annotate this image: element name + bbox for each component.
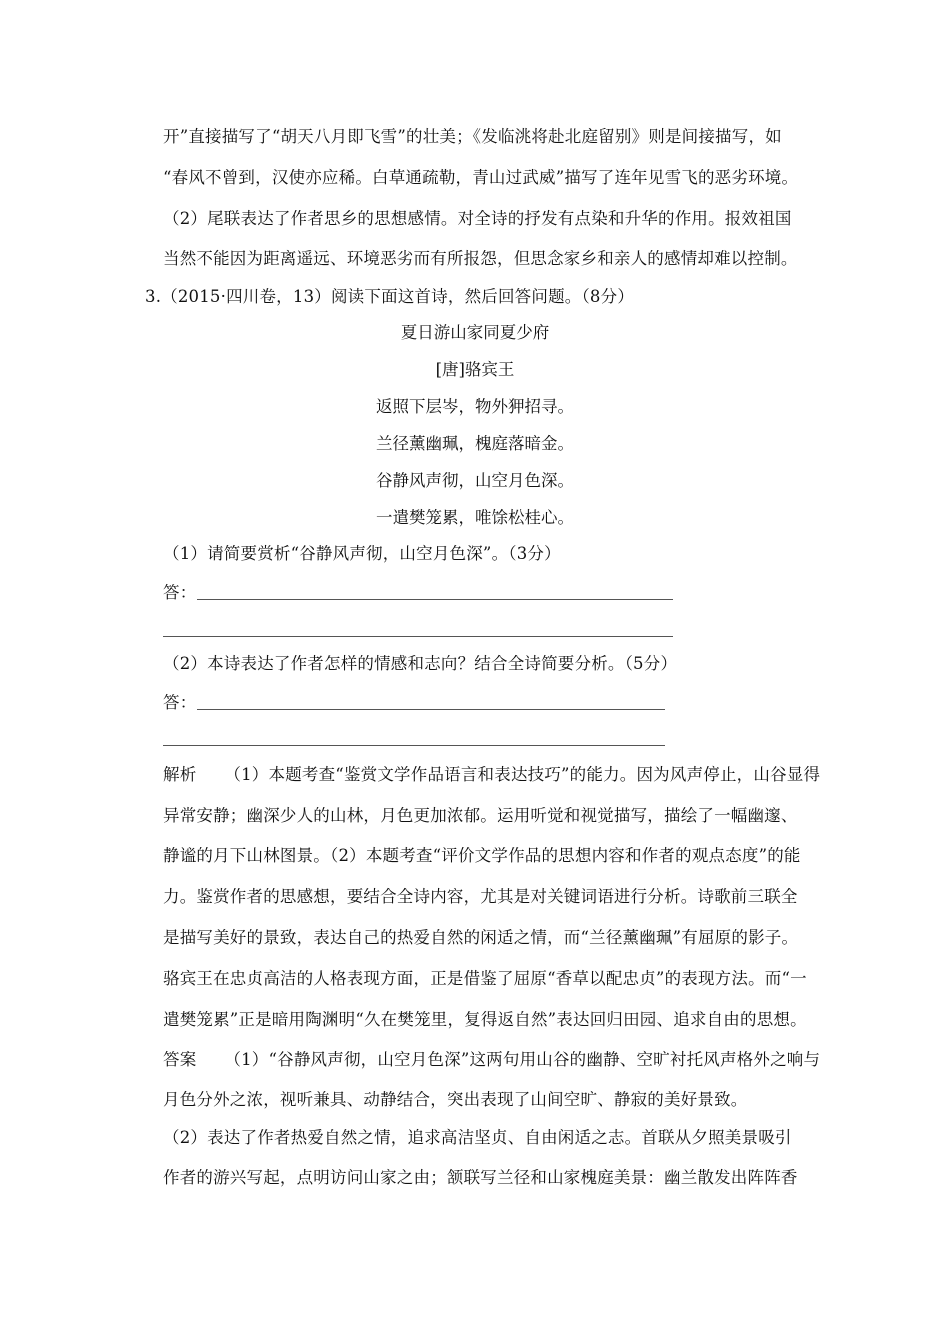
poem-line-1: 返照下层岑，物外狎招寻。 <box>376 397 574 416</box>
analysis-text: （1）本题考查“鉴赏文学作品语言和表达技巧”的能力。因为风声停止，山谷显得 <box>224 765 821 784</box>
prev-answer-line-1: 开”直接描写了“胡天八月即飞雪”的壮美；《发临洮将赴北庭留别》则是间接描写，如 <box>163 127 782 146</box>
answer-line-4: 作者的游兴写起，点明访问山家之由；颔联写兰径和山家槐庭美景：幽兰散发出阵阵香 <box>163 1168 798 1187</box>
analysis-line-3: 静谧的月下山林图景。（2）本题考查“评价文学作品的思想内容和作者的观点态度”的能 <box>163 846 801 865</box>
answer-blank-line[interactable] <box>197 709 665 710</box>
poem-title: 夏日游山家同夏少府 <box>400 323 550 342</box>
answer-label-2: 答： <box>163 693 197 712</box>
poem-line-4: 一遣樊笼累，唯馀松桂心。 <box>376 508 574 527</box>
prev-answer-line-2: “春风不曾到，汉使亦应稀。白草通疏勒，青山过武威”描写了连年见雪飞的恶劣环境。 <box>163 168 799 187</box>
answer-blank-line[interactable] <box>163 636 673 637</box>
answer-line-3: （2）表达了作者热爱自然之情，追求高洁坚贞、自由闲适之志。首联从夕照美景吸引 <box>163 1128 792 1147</box>
answer-line-1 <box>163 1049 820 1071</box>
poem-line-2: 兰径薰幽珮，槐庭落暗金。 <box>376 434 574 453</box>
prev-answer-line-4: 当然不能因为距离遥远、环境恶劣而有所报怨，但思念家乡和亲人的感情却难以控制。 <box>163 249 798 268</box>
poem-author: [唐]骆宾王 <box>435 360 515 379</box>
question-header: 3.（2015·四川卷，13）阅读下面这首诗，然后回答问题。（8分） <box>145 287 635 306</box>
poem-line-3: 谷静风声彻，山空月色深。 <box>376 471 574 490</box>
analysis-line-5: 是描写美好的景致，表达自己的热爱自然的闲适之情，而“兰径薰幽珮”有屈原的影子。 <box>163 928 799 947</box>
analysis-label: 解析 <box>163 765 197 784</box>
analysis-line-2: 异常安静；幽深少人的山林，月色更加浓郁。运用听觉和视觉描写，描绘了一幅幽邃、 <box>163 806 798 825</box>
answer-blank-line[interactable] <box>197 599 673 600</box>
answer-blank-line[interactable] <box>163 745 665 746</box>
analysis-line-7: 遣樊笼累”正是暗用陶渊明“久在樊笼里，复得返自然”表达回归田园、追求自由的思想。 <box>163 1010 807 1029</box>
analysis-line-1 <box>163 764 820 786</box>
answer-label: 答案 <box>163 1050 197 1069</box>
prev-answer-line-3: （2）尾联表达了作者思乡的思想感情。对全诗的抒发有点染和升华的作用。报效祖国 <box>163 209 792 228</box>
analysis-line-4: 力。鉴赏作者的思感想，要结合全诗内容，尤其是对关键词语进行分析。诗歌前三联全 <box>163 887 798 906</box>
sub-question-2: （2）本诗表达了作者怎样的情感和志向？结合全诗简要分析。（5分） <box>163 654 678 673</box>
answer-label-1: 答： <box>163 583 197 602</box>
analysis-line-6: 骆宾王在忠贞高洁的人格表现方面，正是借鉴了屈原“香草以配忠贞”的表现方法。而“一 <box>163 969 807 988</box>
answer-line-2: 月色分外之浓，视听兼具、动静结合，突出表现了山间空旷、静寂的美好景致。 <box>163 1090 748 1109</box>
sub-question-1: （1）请简要赏析“谷静风声彻，山空月色深”。（3分） <box>163 544 561 563</box>
answer-text: （1）“谷静风声彻，山空月色深”这两句用山谷的幽静、空旷衬托风声格外之响与 <box>224 1050 821 1069</box>
